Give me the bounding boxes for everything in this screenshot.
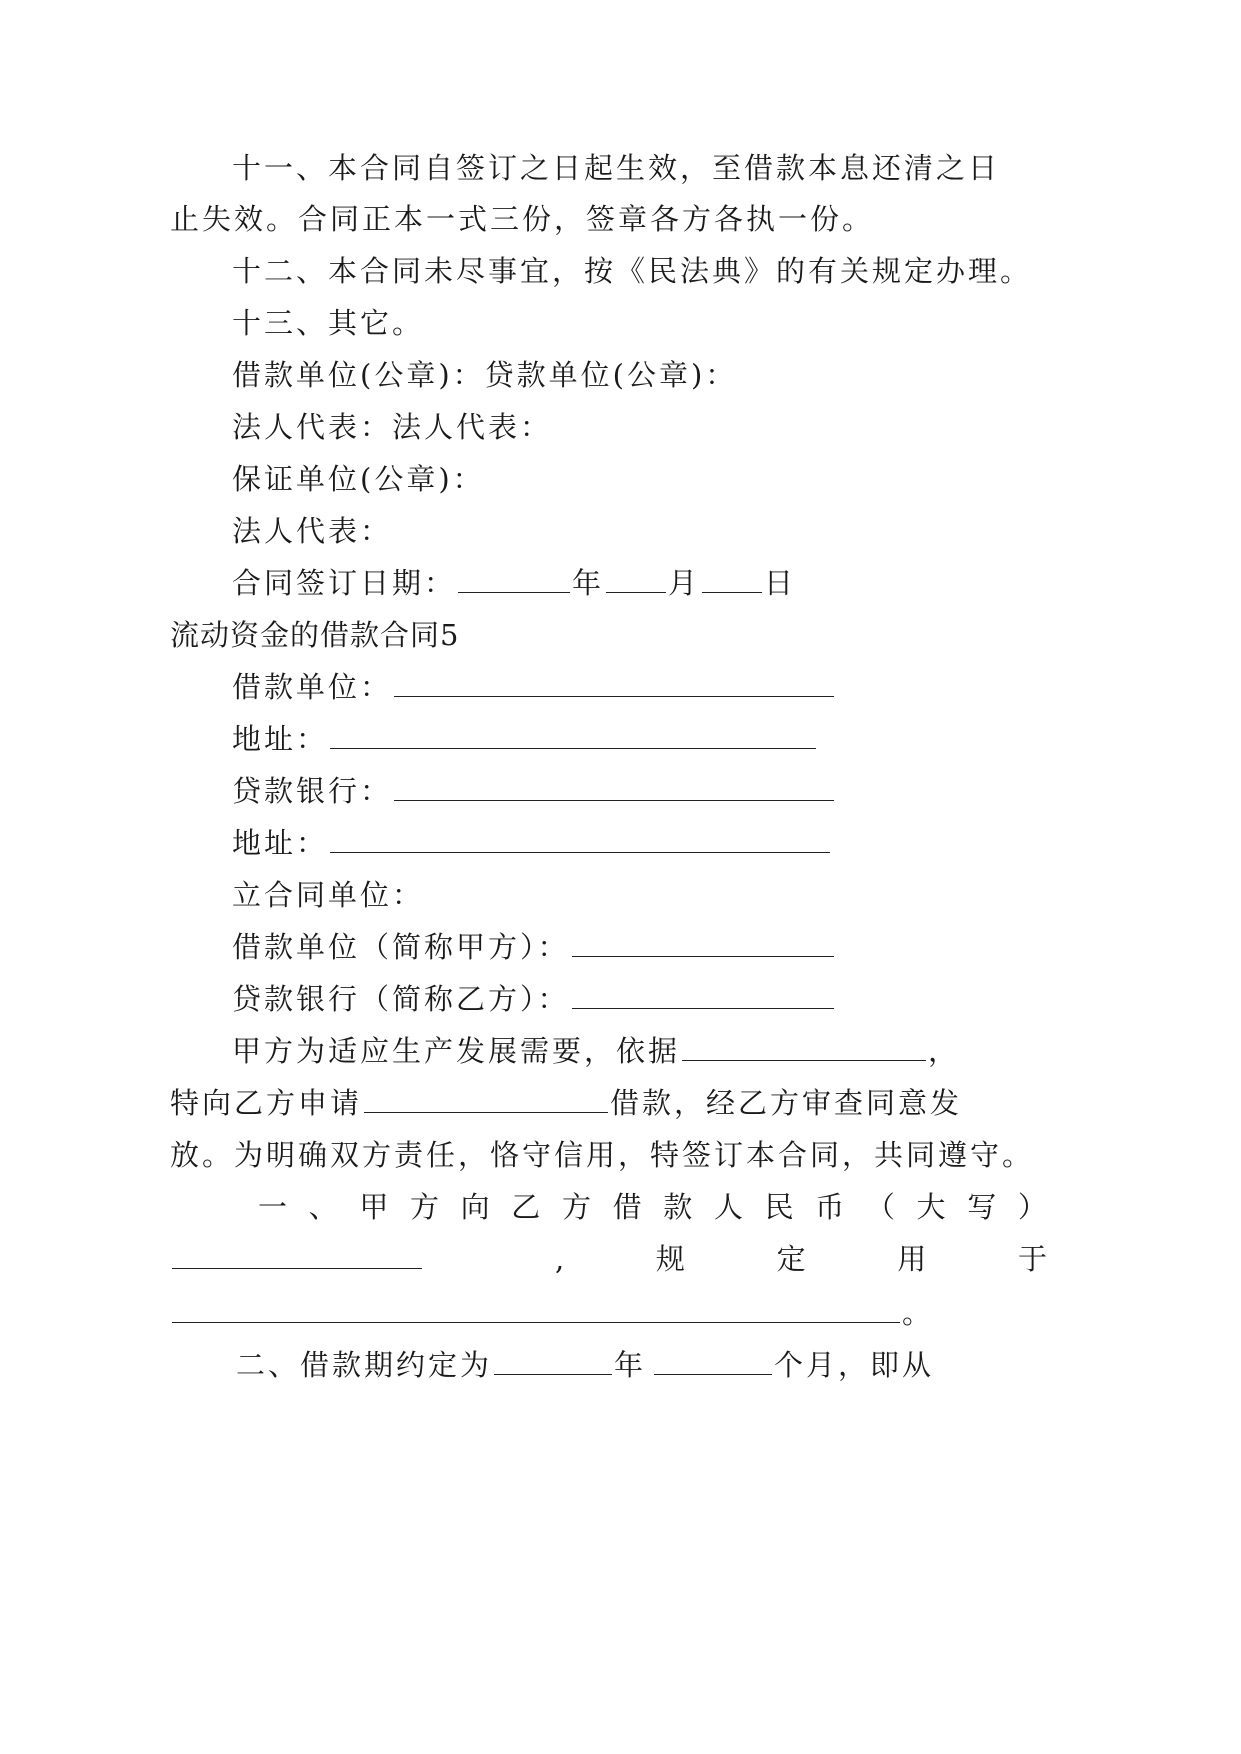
address-blank-2[interactable] [330,828,830,853]
article-1-char: 用 [897,1242,930,1276]
signature-legal-reps: 法人代表：法人代表： [232,410,553,444]
signature-legal-rep: 法人代表： [232,514,393,548]
address-label-1: 地址： [232,722,329,756]
purpose-blank[interactable] [172,1298,900,1323]
intro-text-2a: 特向乙方申请 [170,1086,363,1120]
borrower-label: 借款单位： [232,670,393,704]
article-1-char: 方 [561,1190,594,1224]
party-b-field [232,979,836,1019]
purpose-period: 。 [902,1296,935,1330]
years-blank[interactable] [494,1350,612,1375]
date-label: 合同签订日期： [232,566,457,600]
article-1-char: 人 [713,1190,746,1224]
loan-type-blank[interactable] [364,1088,608,1113]
article-1-char: 币 [815,1190,848,1224]
article-1-char: 甲 [359,1190,392,1224]
address-label-2: 地址： [232,826,329,860]
intro-comma: ， [928,1034,961,1068]
months-blank[interactable] [654,1350,772,1375]
bank-label: 贷款银行： [232,774,393,808]
year-label: 年 [572,566,605,600]
party-b-label: 贷款银行（简称乙方）： [232,982,570,1016]
article-1-char: 于 [1017,1242,1050,1276]
article-1-line-1 [258,1187,1050,1227]
article-1-char: （ [865,1190,898,1224]
article-1-char: 向 [460,1190,493,1224]
article-1-char: 借 [612,1190,645,1224]
intro-line-1 [232,1031,960,1071]
month-label: 月 [668,566,701,600]
amount-blank-line [170,1239,424,1279]
article-1-char: 民 [764,1190,797,1224]
article-1-char: 方 [409,1190,442,1224]
clause-12: 十二、本合同未尽事宜，按《民法典》的有关规定办理。 [232,254,1033,288]
article-1-line-2 [555,1239,1050,1279]
signing-date-line [232,563,796,603]
article-1-char: ） [1017,1190,1050,1224]
clause-11-line-1: 十一、本合同自签订之日起生效，至借款本息还清之日 [232,151,1001,185]
party-a-label: 借款单位（简称甲方）： [232,930,570,964]
year-blank[interactable] [458,568,570,593]
address-field-1 [232,719,818,759]
purpose-line [170,1293,934,1333]
article-1-char: , [555,1242,568,1276]
clause-13: 十三、其它。 [232,306,425,340]
intro-line-2 [170,1083,962,1123]
contract-title: 流动资金的借款合同5 [170,618,460,652]
amount-blank[interactable] [172,1244,422,1269]
article-1-char: 大 [916,1190,949,1224]
parties-heading: 立合同单位： [232,878,425,912]
article-1-char: 定 [776,1242,809,1276]
article-2-text-a: 二、借款期约定为 [236,1348,493,1382]
borrower-blank[interactable] [394,672,834,697]
article-2-text-b: 年 [614,1348,647,1382]
bank-blank[interactable] [394,776,834,801]
address-blank-1[interactable] [330,724,816,749]
intro-text-1: 甲方为适应生产发展需要，依据 [232,1034,681,1068]
article-2-line [236,1345,934,1385]
address-field-2 [232,823,832,863]
party-b-blank[interactable] [572,984,834,1009]
bank-field [232,771,836,811]
party-a-blank[interactable] [572,932,834,957]
basis-blank[interactable] [682,1036,926,1061]
clause-11-line-2: 止失效。合同正本一式三份，签章各方各执一份。 [170,202,875,236]
intro-line-3: 放。为明确双方责任，恪守信用，特签订本合同，共同遵守。 [170,1138,1035,1172]
article-1-char: 乙 [511,1190,544,1224]
signature-borrower-lender: 借款单位(公章)：贷款单位(公章)： [232,358,738,392]
article-1-char: 规 [655,1242,688,1276]
day-blank[interactable] [702,568,762,593]
article-1-char: 一 [258,1190,291,1224]
article-1-char: 款 [663,1190,696,1224]
day-label: 日 [764,566,797,600]
signature-guarantor: 保证单位(公章)： [232,462,485,496]
article-1-char: 、 [308,1190,341,1224]
intro-text-2b: 借款，经乙方审查同意发 [610,1086,963,1120]
borrower-field [232,667,836,707]
article-2-text-c: 个月，即从 [774,1348,935,1382]
month-blank[interactable] [606,568,666,593]
article-1-char: 写 [967,1190,1000,1224]
party-a-field [232,927,836,967]
